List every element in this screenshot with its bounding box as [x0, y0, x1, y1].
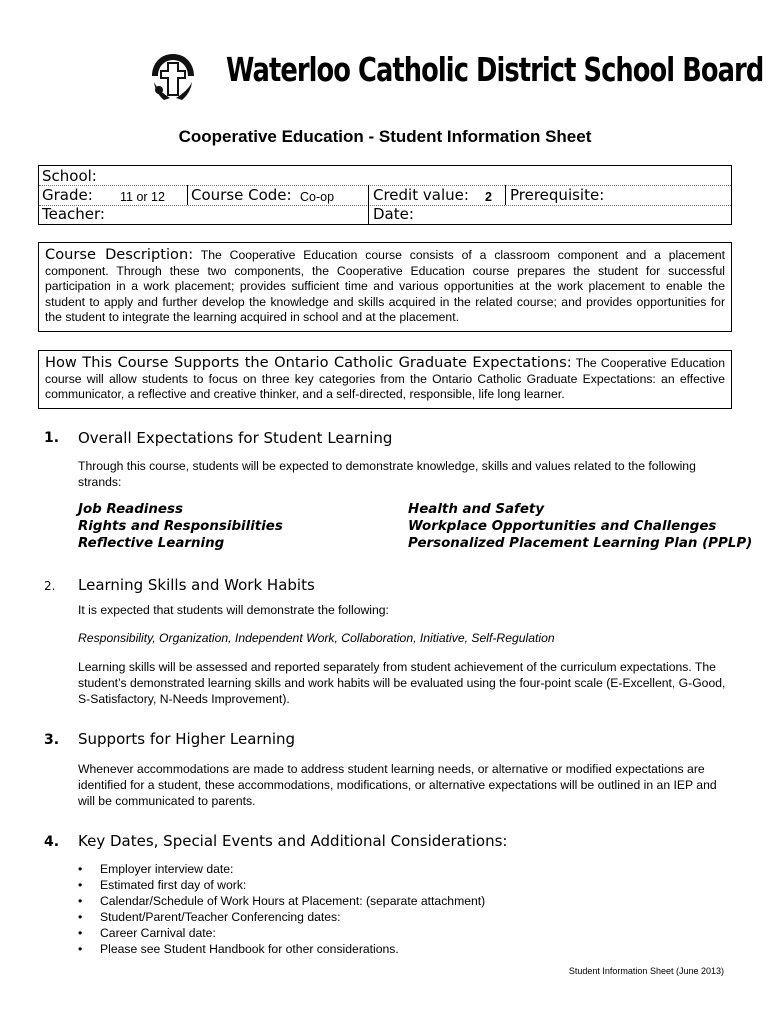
strand-job-readiness: Job Readiness — [78, 502, 183, 517]
document-title: Cooperative Education - Student Information Sheet — [178, 127, 592, 146]
list-item: • Employer interview date: — [78, 862, 234, 876]
section-3-number: 3. — [44, 732, 60, 748]
list-item: • Student/Parent/Teacher Conferencing dates: — [78, 909, 341, 924]
course-description-box — [38, 242, 732, 332]
bullet-icon: • — [78, 877, 83, 892]
section-2-skills: Responsibility, Organization, Independent Work, Collaboration, Initiative, Self-Regulation — [78, 631, 555, 645]
section-2-text: Learning skills will be assessed and reported separately from student achievement of the curriculum expectations. The student’s demonstrated learning skills and work habits will be evaluated using the four-point scale (E-Excellent, G-Good, S-Satisfactory, N-Needs Improvement). — [78, 660, 726, 706]
strand-health-safety: Health and Safety — [408, 502, 545, 517]
bullet-icon: • — [78, 925, 83, 940]
section-2-number: 2. — [44, 579, 56, 593]
graduate-expectations-text: The Cooperative Education course will allow students to focus on three key categories from the Ontario Catholic Graduate Expectations: an effective communicator, a reflective and creative thinker, and a self-directed, responsible, life long learner. — [45, 356, 725, 402]
board-logo-icon — [150, 52, 196, 102]
section-1-number: 1. — [44, 430, 60, 446]
graduate-expectations-box — [38, 350, 732, 409]
section-3-text: Whenever accommodations are made to address student learning needs, or alternative or modified expectations are identified for a student, these accommodations, modifications, or alternative expectations will be outlined in an IEP and will be communicated to parents. — [78, 762, 717, 808]
section-4-number: 4. — [44, 834, 60, 850]
key-dates-list — [78, 862, 485, 957]
section-1-title: Overall Expectations for Student Learning — [78, 429, 393, 447]
section-1-intro: Through this course, students will be expected to demonstrate knowledge, skills and values related to the following strands: — [78, 459, 696, 489]
section-3-title: Supports for Higher Learning — [78, 730, 296, 748]
list-item: • Career Carnival date: — [78, 925, 216, 940]
grade-label: Grade: — [42, 186, 93, 204]
grade-value: 11 or 12 — [120, 190, 165, 204]
bullet-icon: • — [78, 941, 83, 956]
section-2-intro: It is expected that students will demonstrate the following: — [78, 603, 389, 617]
prerequisite-label: Prerequisite: — [510, 186, 605, 204]
course-description-text: The Cooperative Education course consists of a classroom component and a placement component. Through these two components, the Cooperative Education course prepares the student for successful participation in a work placement; provides sufficient time and various opportunities at the work placement to enable the student to apply and further develop the knowledge and skills acquired in the related course; and provides opportunities for the student to integrate the learning acquired in school and at the placement. — [45, 248, 725, 325]
credit-value: 2 — [485, 190, 492, 204]
section-4-title: Key Dates, Special Events and Additional Considerations: — [78, 832, 508, 850]
board-name: Waterloo Catholic District School Board — [226, 50, 764, 89]
bullet-icon: • — [78, 893, 83, 908]
strand-pplp: Personalized Placement Learning Plan (PPLP) — [408, 536, 753, 551]
strand-reflective-learning: Reflective Learning — [78, 536, 225, 551]
list-item: • Estimated first day of work: — [78, 877, 247, 892]
course-code-value: Co-op — [300, 190, 335, 204]
credit-value-label: Credit value: — [373, 186, 469, 204]
strand-rights-responsibilities: Rights and Responsibilities — [78, 519, 283, 534]
list-item: • Please see Student Handbook for other considerations. — [78, 941, 399, 956]
graduate-expectations-heading: How This Course Supports the Ontario Catholic Graduate Expectations: — [45, 354, 572, 371]
bullet-icon: • — [78, 862, 83, 876]
bullet-icon: • — [78, 909, 83, 924]
course-info-table — [38, 165, 732, 225]
date-label: Date: — [373, 205, 414, 223]
list-item: • Calendar/Schedule of Work Hours at Placement: (separate attachment) — [78, 893, 486, 908]
course-description-heading: Course Description: — [45, 246, 194, 263]
page-footer: Student Information Sheet (June 2013) — [568, 966, 724, 976]
section-2-title: Learning Skills and Work Habits — [78, 576, 315, 594]
teacher-label: Teacher: — [42, 205, 105, 223]
course-code-label: Course Code: — [191, 186, 292, 204]
school-label: School: — [42, 167, 97, 185]
strand-workplace-opportunities: Workplace Opportunities and Challenges — [408, 519, 717, 534]
